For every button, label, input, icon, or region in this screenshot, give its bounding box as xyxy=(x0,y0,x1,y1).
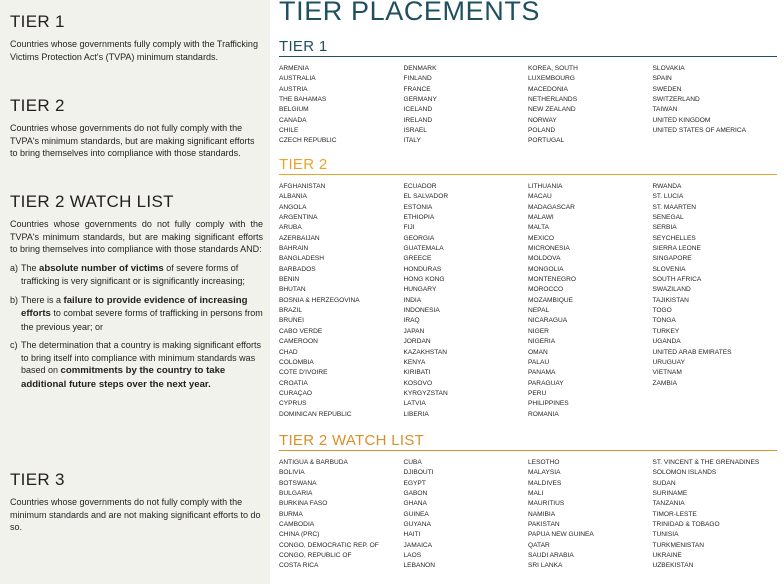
criterion-letter: a) xyxy=(10,262,19,273)
tier3-definition xyxy=(10,470,263,534)
tier3-def-heading: TIER 3 xyxy=(10,470,65,489)
country-name: INDIA xyxy=(403,296,422,304)
country-name: TURKMENISTAN xyxy=(652,541,705,549)
country-name: CHAD xyxy=(279,348,298,356)
tier-placements-panel xyxy=(279,0,779,584)
country-name: ALBANIA xyxy=(279,193,307,201)
country-name: MOLDOVA xyxy=(528,255,561,263)
tier2-watch-definition xyxy=(10,192,263,397)
country-name: PANAMA xyxy=(528,369,556,377)
criterion-emphasis: failure to provide evidence of increasing efforts xyxy=(21,294,248,319)
tier2-definition xyxy=(10,96,263,160)
country-column xyxy=(279,64,404,147)
country-name: CONGO, REPUBLIC OF xyxy=(279,552,352,560)
tier1-def-heading: TIER 1 xyxy=(10,12,65,31)
tier2-watch-section-heading: TIER 2 WATCH LIST xyxy=(279,432,777,451)
country-name: LUXEMBOURG xyxy=(528,75,575,83)
country-name: QATAR xyxy=(528,541,550,549)
country-name: CUBA xyxy=(403,459,422,466)
tier1-def-text: Countries whose governments fully comply with the Trafficking Victims Protection Act's (TVPA) minimum standards. xyxy=(10,39,258,62)
country-name: ICELAND xyxy=(403,106,433,114)
country-name: SOLOMON ISLANDS xyxy=(652,469,717,477)
country-name: PALAU xyxy=(528,358,550,366)
country-name: BRAZIL xyxy=(279,307,303,315)
country-name: MAURITIUS xyxy=(528,500,565,508)
country-name: TONGA xyxy=(652,317,676,325)
country-name: BARBADOS xyxy=(279,265,316,273)
country-name: ARGENTINA xyxy=(279,214,318,222)
country-name: COSTA RICA xyxy=(279,562,319,570)
country-name: LEBANON xyxy=(403,562,436,570)
country-name: BOSNIA & HERZEGOVINA xyxy=(279,296,360,304)
country-name: BURKINA FASO xyxy=(279,500,328,508)
page-title: TIER PLACEMENTS xyxy=(279,0,541,26)
country-name: HONDURAS xyxy=(403,265,442,273)
country-name: CYPRUS xyxy=(279,400,307,408)
country-name: LIBERIA xyxy=(403,410,429,418)
country-name: BOLIVIA xyxy=(279,469,305,477)
country-column xyxy=(279,182,404,420)
country-name: MALDIVES xyxy=(528,479,562,487)
tier1-definition xyxy=(10,12,263,63)
criterion-emphasis: commitments by the country to take additional future steps over the next year. xyxy=(21,365,226,390)
country-name: NEW ZEALAND xyxy=(528,106,576,114)
country-name: NAMIBIA xyxy=(528,510,556,518)
country-name: TRINIDAD & TOBAGO xyxy=(652,521,720,529)
country-name: SURINAME xyxy=(652,490,688,498)
country-name: THE BAHAMAS xyxy=(279,96,327,104)
country-name: JAMAICA xyxy=(403,541,433,549)
country-name: GERMANY xyxy=(403,96,437,104)
country-name: MALAWI xyxy=(528,214,554,222)
country-name: TURKEY xyxy=(652,327,680,335)
country-name: CONGO, DEMOCRATIC REP. OF xyxy=(279,541,379,549)
country-name: PARAGUAY xyxy=(528,379,564,387)
criterion-a xyxy=(10,262,263,288)
country-name: FINLAND xyxy=(403,75,432,83)
country-name: HAITI xyxy=(403,531,421,539)
country-name: TIMOR-LESTE xyxy=(652,510,697,518)
country-name: NIGERIA xyxy=(528,338,556,346)
country-name: UNITED KINGDOM xyxy=(652,116,711,124)
country-name: BENIN xyxy=(279,276,300,284)
criterion-text: The determination that a country is making significant efforts to bring itself into compliance with minimum standards was based on xyxy=(21,340,261,375)
country-name: AFGHANISTAN xyxy=(279,183,326,190)
country-name: GUATEMALA xyxy=(403,245,444,253)
country-name: HONG KONG xyxy=(403,276,445,284)
country-column xyxy=(653,64,778,147)
criterion-c xyxy=(10,339,263,391)
country-name: URUGUAY xyxy=(652,358,685,366)
country-name: BURMA xyxy=(279,510,303,518)
country-column xyxy=(279,458,404,572)
country-name: PORTUGAL xyxy=(528,137,565,145)
country-name: COTE D'IVOIRE xyxy=(279,369,328,377)
country-name: BULGARIA xyxy=(279,490,313,498)
tier-definitions-panel xyxy=(0,0,270,584)
country-name: AUSTRIA xyxy=(279,85,308,93)
country-name: MOZAMBIQUE xyxy=(528,296,574,304)
country-name: NEPAL xyxy=(528,307,550,315)
criterion-b xyxy=(10,294,263,334)
country-name: COLOMBIA xyxy=(279,358,314,366)
country-name: ST. MAARTEN xyxy=(652,203,696,211)
country-name: UNITED STATES OF AMERICA xyxy=(652,127,747,135)
criterion-text: to combat severe forms of trafficking in persons from the previous year; or xyxy=(21,308,263,332)
criterion-emphasis: absolute number of victims xyxy=(39,262,164,274)
country-name: CURAÇAO xyxy=(279,389,312,397)
country-name: BHUTAN xyxy=(279,286,306,294)
country-name: BELGIUM xyxy=(279,106,309,114)
criterion-text: The xyxy=(21,262,40,273)
country-name: GUYANA xyxy=(403,521,431,529)
country-column xyxy=(653,458,778,572)
country-name: DJIBOUTI xyxy=(403,469,434,477)
country-name: CAMEROON xyxy=(279,338,318,346)
country-name: ANGOLA xyxy=(279,203,307,211)
country-name: RWANDA xyxy=(652,183,682,190)
country-name: OMAN xyxy=(528,348,548,356)
country-name: FRANCE xyxy=(403,85,431,93)
country-name: ZAMBIA xyxy=(652,379,678,387)
country-name: EGYPT xyxy=(403,479,426,487)
country-name: UGANDA xyxy=(652,338,681,346)
country-name: TAJIKISTAN xyxy=(652,296,689,304)
country-name: MONTENEGRO xyxy=(528,276,576,284)
tier2-section xyxy=(279,156,777,420)
watch-list-criteria xyxy=(10,262,263,392)
country-name: ETHIOPIA xyxy=(403,214,435,222)
country-name: EL SALVADOR xyxy=(403,193,449,201)
country-name: SWEDEN xyxy=(652,85,682,93)
country-name: MADAGASCAR xyxy=(528,203,575,211)
country-name: LAOS xyxy=(403,552,422,560)
criterion-text: There is a xyxy=(21,294,64,305)
country-column xyxy=(528,64,653,147)
country-name: GEORGIA xyxy=(403,234,435,242)
country-name: NORWAY xyxy=(528,116,557,124)
country-column xyxy=(404,458,529,572)
tier2-def-text: Countries whose governments do not fully comply with the TVPA's minimum standards, but are making significant efforts to bring themselves into compliance with those standards. xyxy=(10,123,255,158)
country-name: BOTSWANA xyxy=(279,479,317,487)
country-name: NETHERLANDS xyxy=(528,96,578,104)
tier2-def-heading: TIER 2 xyxy=(10,96,65,115)
country-name: PERU xyxy=(528,389,547,397)
country-name: CAMBODIA xyxy=(279,521,315,529)
country-name: ARMENIA xyxy=(279,65,310,72)
country-name: MOROCCO xyxy=(528,286,564,294)
country-grid xyxy=(279,64,777,147)
country-name: LATVIA xyxy=(403,400,426,408)
country-name: ITALY xyxy=(403,137,421,145)
country-name: ST. VINCENT & THE GRENADINES xyxy=(652,459,760,466)
criterion-letter: c) xyxy=(10,340,18,350)
country-name: CROATIA xyxy=(279,379,308,387)
country-name: CZECH REPUBLIC xyxy=(279,137,337,145)
country-name: CHINA (PRC) xyxy=(279,531,320,539)
country-name: LESOTHO xyxy=(528,459,560,466)
country-name: MICRONESIA xyxy=(528,245,570,253)
country-name: SOUTH AFRICA xyxy=(652,276,702,284)
country-name: SWAZILAND xyxy=(652,286,691,294)
country-name: MEXICO xyxy=(528,234,555,242)
country-name: KIRIBATI xyxy=(403,369,431,377)
country-name: SIERRA LEONE xyxy=(652,245,701,253)
country-name: MACEDONIA xyxy=(528,85,568,93)
country-column xyxy=(653,182,778,420)
country-name: ARUBA xyxy=(279,224,302,232)
country-grid xyxy=(279,458,777,572)
country-name: TOGO xyxy=(652,307,672,315)
country-name: SENEGAL xyxy=(652,214,684,222)
country-name: LITHUANIA xyxy=(528,183,563,190)
country-name: UNITED ARAB EMIRATES xyxy=(652,348,732,356)
country-name: KAZAKHSTAN xyxy=(403,348,447,356)
tier1-section-heading: TIER 1 xyxy=(279,38,777,57)
country-name: VIETNAM xyxy=(652,369,682,377)
country-name: INDONESIA xyxy=(403,307,440,315)
country-name: IRELAND xyxy=(403,116,433,124)
country-name: KOSOVO xyxy=(403,379,433,387)
country-name: MALTA xyxy=(528,224,550,232)
country-name: ECUADOR xyxy=(403,183,437,190)
country-name: JORDAN xyxy=(403,338,431,346)
country-name: JAPAN xyxy=(403,327,425,335)
country-name: PAPUA NEW GUINEA xyxy=(528,531,594,539)
country-name: ST. LUCIA xyxy=(652,193,684,201)
country-name: GREECE xyxy=(403,255,432,263)
country-name: ISRAEL xyxy=(403,127,427,135)
tier2-section-heading: TIER 2 xyxy=(279,156,777,175)
country-name: IRAQ xyxy=(403,317,420,325)
country-name: NIGER xyxy=(528,327,549,335)
country-column xyxy=(528,182,653,420)
country-name: MONGOLIA xyxy=(528,265,564,273)
tier3-def-text: Countries whose governments do not fully comply with the minimum standards and are not making significant efforts to do so. xyxy=(10,497,261,532)
country-name: PHILIPPINES xyxy=(528,400,569,408)
country-name: ESTONIA xyxy=(403,203,433,211)
tier2-watch-def-heading: TIER 2 WATCH LIST xyxy=(10,192,174,211)
country-name: UKRAINE xyxy=(652,552,682,560)
country-name: SWITZERLAND xyxy=(652,96,700,104)
country-column xyxy=(528,458,653,572)
country-name: AZERBAIJAN xyxy=(279,234,320,242)
country-name: SINGAPORE xyxy=(652,255,692,263)
country-column xyxy=(404,64,529,147)
country-name: POLAND xyxy=(528,127,556,135)
country-name: HUNGARY xyxy=(403,286,437,294)
country-name: PAKISTAN xyxy=(528,521,560,529)
country-name: SPAIN xyxy=(652,75,672,83)
country-name: BAHRAIN xyxy=(279,245,309,253)
criterion-text: of severe forms of trafficking is very significant or is significantly increasing; xyxy=(21,262,245,286)
country-name: GABON xyxy=(403,490,428,498)
country-name: DENMARK xyxy=(403,65,437,72)
tier2-watch-def-text: Countries whose governments do not fully comply with the TVPA's minimum standards, but are making significant efforts to bring themselves into compliance with those standards AND: xyxy=(10,219,263,254)
country-name: SAUDI ARABIA xyxy=(528,552,574,560)
country-name: TUNISIA xyxy=(652,531,679,539)
country-name: SRI LANKA xyxy=(528,562,563,570)
country-column xyxy=(404,182,529,420)
country-name: KOREA, SOUTH xyxy=(528,65,578,72)
country-name: SUDAN xyxy=(652,479,676,487)
country-name: MALAYSIA xyxy=(528,469,561,477)
country-name: SERBIA xyxy=(652,224,677,232)
country-name: MACAU xyxy=(528,193,552,201)
country-name: FIJI xyxy=(403,224,415,232)
country-name: MALI xyxy=(528,490,544,498)
tier2-watch-section xyxy=(279,432,777,572)
country-name: ROMANIA xyxy=(528,410,559,418)
country-name: CANADA xyxy=(279,116,307,124)
country-name: CHILE xyxy=(279,127,299,135)
country-name: GHANA xyxy=(403,500,427,508)
country-name: BANGLADESH xyxy=(279,255,325,263)
country-name: KENYA xyxy=(403,358,426,366)
criterion-letter: b) xyxy=(10,294,19,305)
country-name: SLOVAKIA xyxy=(652,65,685,72)
country-name: UZBEKISTAN xyxy=(652,562,694,570)
country-name: GUINEA xyxy=(403,510,429,518)
country-name: BRUNEI xyxy=(279,317,304,325)
country-name: TAIWAN xyxy=(652,106,678,114)
tier1-section xyxy=(279,38,777,147)
country-name: SLOVENIA xyxy=(652,265,686,273)
country-name: CABO VERDE xyxy=(279,327,323,335)
country-name: TANZANIA xyxy=(652,500,685,508)
country-name: SEYCHELLES xyxy=(652,234,696,242)
country-name: AUSTRALIA xyxy=(279,75,316,83)
country-grid xyxy=(279,182,777,420)
country-name: ANTIGUA & BARBUDA xyxy=(279,459,348,466)
country-name: NICARAGUA xyxy=(528,317,568,325)
country-name: KYRGYZSTAN xyxy=(403,389,448,397)
country-name: DOMINICAN REPUBLIC xyxy=(279,410,352,418)
